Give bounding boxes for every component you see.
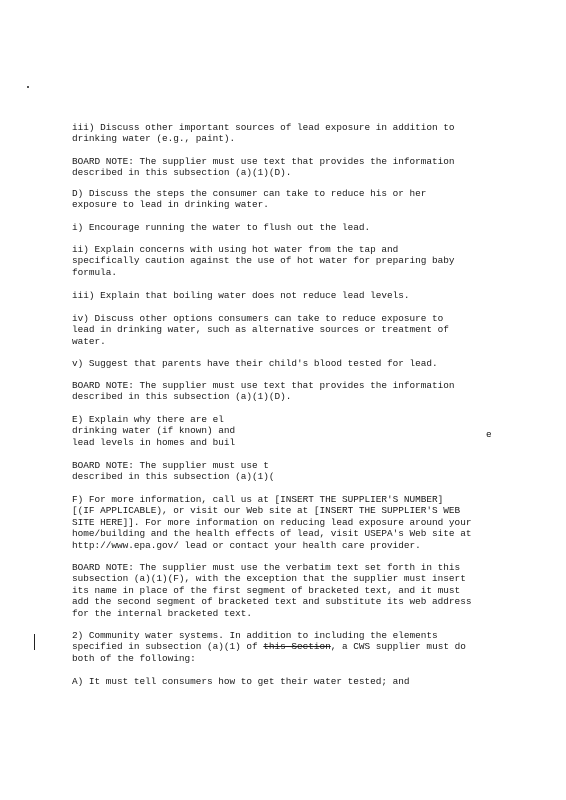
cws-2-struck-text: this Section <box>263 641 331 653</box>
scan-speck <box>27 86 29 88</box>
revision-bar <box>34 634 35 650</box>
board-note-3: BOARD NOTE: The supplier must use t described in this subsection (a)(1)( <box>72 460 275 483</box>
paragraph-d-steps: D) Discuss the steps the consumer can take to reduce his or her exposure to lead in drinking water. <box>72 188 427 211</box>
board-note-1: BOARD NOTE: The supplier must use text that provides the information described in this subsection (a)(1)(D). <box>72 156 455 179</box>
cws-2-text-a: 2) Community water systems. In addition to including the elements specified in subsection (a)(1) of <box>72 630 438 653</box>
board-note-2: BOARD NOTE: The supplier must use text that provides the information described in this subsection (a)(1)(D). <box>72 380 455 403</box>
board-note-4: BOARD NOTE: The supplier must use the verbatim text set forth in this subsection (a)(1)(F), with the exception that the supplier must insert its name in place of the first segment of bracketed text, and it must add the second segment of bracketed text and substitute its web address for the internal bracketed text. <box>72 562 472 619</box>
paragraph-d-iv: iv) Discuss other options consumers can take to reduce exposure to lead in drinking water, such as alternative sources or treatment of water. <box>72 313 449 347</box>
stray-glyph: e <box>486 429 492 440</box>
paragraph-d-i: i) Encourage running the water to flush out the lead. <box>72 222 371 233</box>
paragraph-cws-2 <box>72 630 492 664</box>
paragraph-iii-lead-sources: iii) Discuss other important sources of lead exposure in addition to drinking water (e.g., paint). <box>72 122 455 145</box>
paragraph-cws-a: A) It must tell consumers how to get their water tested; and <box>72 676 410 687</box>
paragraph-d-iii: iii) Explain that boiling water does not reduce lead levels. <box>72 290 410 301</box>
paragraph-f-more-info: F) For more information, call us at [INSERT THE SUPPLIER'S NUMBER] [(IF APPLICABLE), or visit our Web site at [INSERT THE SUPPLIER'S WEB SITE HERE]]. For more information on reducing lead exposure around your home/building and the health effects of lead, visit USEPA's Web site at http://www.epa.gov/ lead or contact your health care provider. <box>72 494 472 551</box>
paragraph-e-explain: E) Explain why there are el drinking water (if known) and lead levels in homes and buil <box>72 414 236 448</box>
paragraph-d-v: v) Suggest that parents have their child's blood tested for lead. <box>72 358 438 369</box>
paragraph-d-ii: ii) Explain concerns with using hot water from the tap and specifically caution against the use of hot water for preparing baby formula. <box>72 244 455 278</box>
cws-2-text-b: , a CWS supplier must do both of the following: <box>72 641 466 664</box>
